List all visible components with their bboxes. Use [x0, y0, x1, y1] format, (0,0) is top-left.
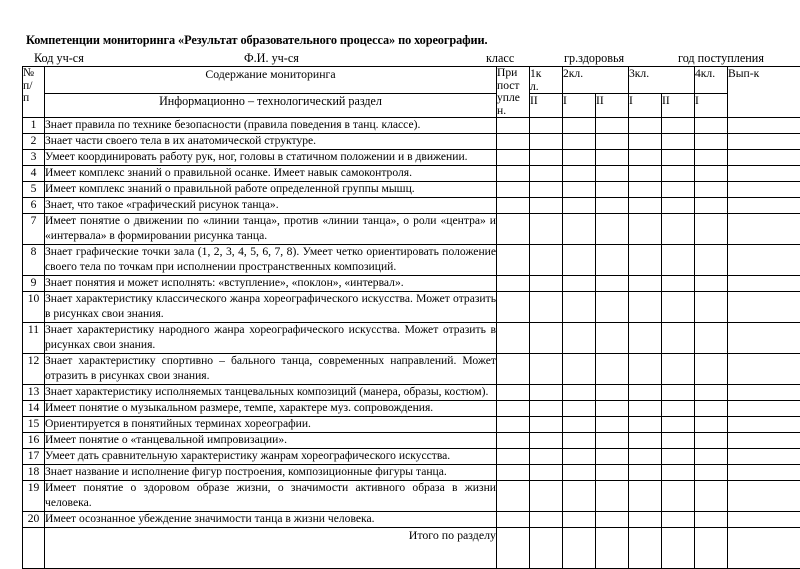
header-content-col: Содержание мониторинга: [45, 67, 497, 94]
cell-g3-I[interactable]: [629, 245, 662, 276]
header-num-line-1: №: [23, 67, 44, 80]
cell-admission[interactable]: [497, 323, 530, 354]
cell-g1-II[interactable]: [530, 214, 563, 245]
row-content: Знает характеристику народного жанра хореографического искусства. Может отразить в рисунках свои знания.: [45, 323, 497, 354]
total-cell-admission[interactable]: [497, 527, 530, 568]
cell-g3-II[interactable]: [662, 150, 695, 166]
cell-g4-I[interactable]: [695, 276, 728, 292]
table-row: [23, 198, 800, 214]
header-grade-1: [530, 67, 563, 94]
cell-g3-II[interactable]: [662, 292, 695, 323]
total-cell-g3-I[interactable]: [629, 527, 662, 568]
cell-g4-I[interactable]: [695, 134, 728, 150]
cell-g4-I[interactable]: [695, 385, 728, 401]
cell-g1-II[interactable]: [530, 150, 563, 166]
cell-g1-II[interactable]: [530, 449, 563, 465]
cell-graduate[interactable]: [728, 166, 800, 182]
cell-g4-I[interactable]: [695, 449, 728, 465]
cell-g2-II[interactable]: [596, 449, 629, 465]
cell-g2-II[interactable]: [596, 354, 629, 385]
table-row: [23, 245, 800, 276]
cell-g4-I[interactable]: [695, 166, 728, 182]
cell-admission[interactable]: [497, 354, 530, 385]
cell-g2-II[interactable]: [596, 118, 629, 134]
row-content: Умеет координировать работу рук, ног, головы в статичном положении и в движении.: [45, 150, 497, 166]
row-number: 11: [23, 323, 45, 354]
cell-admission[interactable]: [497, 198, 530, 214]
cell-admission[interactable]: [497, 214, 530, 245]
cell-g2-I[interactable]: [563, 481, 596, 511]
cell-g1-II[interactable]: [530, 481, 563, 511]
cell-g2-I[interactable]: [563, 401, 596, 417]
cell-g3-I[interactable]: [629, 134, 662, 150]
field-health-label: гр.здоровья: [564, 51, 624, 66]
cell-admission[interactable]: [497, 401, 530, 417]
row-number: 14: [23, 401, 45, 417]
cell-g3-I[interactable]: [629, 511, 662, 527]
header-level-2: I: [563, 94, 596, 118]
cell-g2-I[interactable]: [563, 511, 596, 527]
header-num-line-2: п/: [23, 80, 44, 93]
cell-graduate[interactable]: [728, 465, 800, 481]
cell-g4-I[interactable]: [695, 401, 728, 417]
cell-g4-I[interactable]: [695, 214, 728, 245]
header-graduate: Вып-к: [728, 67, 800, 118]
cell-g2-II[interactable]: [596, 385, 629, 401]
row-content: Знает правила по технике безопасности (правила поведения в танц. классе).: [45, 118, 497, 134]
cell-g1-II[interactable]: [530, 433, 563, 449]
cell-g2-II[interactable]: [596, 417, 629, 433]
table-row: [23, 385, 800, 401]
row-number: 17: [23, 449, 45, 465]
cell-g3-I[interactable]: [629, 166, 662, 182]
cell-g2-II[interactable]: [596, 245, 629, 276]
table-row: [23, 134, 800, 150]
row-number: 7: [23, 214, 45, 245]
cell-g2-I[interactable]: [563, 245, 596, 276]
cell-g2-I[interactable]: [563, 292, 596, 323]
cell-g4-I[interactable]: [695, 182, 728, 198]
cell-g2-I[interactable]: [563, 417, 596, 433]
cell-g3-II[interactable]: [662, 214, 695, 245]
header-admission-line-3: упле: [497, 92, 529, 105]
cell-g3-I[interactable]: [629, 276, 662, 292]
table-row: [23, 150, 800, 166]
cell-admission[interactable]: [497, 385, 530, 401]
table-row: [23, 433, 800, 449]
row-content: Знает понятия и может исполнять: «вступление», «поклон», «интервал».: [45, 276, 497, 292]
cell-g4-I[interactable]: [695, 198, 728, 214]
cell-admission[interactable]: [497, 433, 530, 449]
row-content: Имеет осознанное убеждение значимости танца в жизни человека.: [45, 511, 497, 527]
header-grade-4: 4кл.: [695, 67, 728, 94]
cell-admission[interactable]: [497, 245, 530, 276]
cell-graduate[interactable]: [728, 198, 800, 214]
cell-g3-II[interactable]: [662, 182, 695, 198]
cell-g1-II[interactable]: [530, 198, 563, 214]
row-number: 6: [23, 198, 45, 214]
monitoring-table: [22, 66, 800, 569]
cell-graduate[interactable]: [728, 433, 800, 449]
cell-g1-II[interactable]: [530, 134, 563, 150]
cell-g1-II[interactable]: [530, 465, 563, 481]
cell-g3-II[interactable]: [662, 401, 695, 417]
cell-g1-II[interactable]: [530, 118, 563, 134]
header-level-6: I: [695, 94, 728, 118]
cell-g1-II[interactable]: [530, 401, 563, 417]
row-number: 1: [23, 118, 45, 134]
cell-g3-I[interactable]: [629, 182, 662, 198]
cell-g4-I[interactable]: [695, 245, 728, 276]
header-grade-3: 3кл.: [629, 67, 695, 94]
table-row: [23, 511, 800, 527]
cell-g3-I[interactable]: [629, 323, 662, 354]
cell-g2-I[interactable]: [563, 150, 596, 166]
header-num-col: [23, 67, 45, 118]
row-number: 12: [23, 354, 45, 385]
cell-g3-II[interactable]: [662, 465, 695, 481]
row-content: Знает характеристику спортивно – бального танца, современных направлений. Может отразить в рисунках свои знания.: [45, 354, 497, 385]
total-label: Итого по разделу: [45, 527, 497, 568]
cell-admission[interactable]: [497, 481, 530, 511]
cell-graduate[interactable]: [728, 511, 800, 527]
header-admission-col: [497, 67, 530, 118]
cell-graduate[interactable]: [728, 354, 800, 385]
cell-g2-II[interactable]: [596, 481, 629, 511]
cell-g1-II[interactable]: [530, 354, 563, 385]
row-content: Имеет понятие о движении по «линии танца», против «линии танца», о роли «центра» и «интервала» в формировании рисунка танца.: [45, 214, 497, 245]
cell-g1-II[interactable]: [530, 182, 563, 198]
total-cell-g2-I[interactable]: [563, 527, 596, 568]
cell-g2-I[interactable]: [563, 214, 596, 245]
cell-g3-II[interactable]: [662, 511, 695, 527]
page-title: Компетенции мониторинга «Результат образовательного процесса» по хореографии.: [26, 33, 488, 48]
cell-graduate[interactable]: [728, 401, 800, 417]
total-cell-graduate[interactable]: [728, 527, 800, 568]
table-row: [23, 401, 800, 417]
cell-g2-I[interactable]: [563, 385, 596, 401]
cell-g1-II[interactable]: [530, 417, 563, 433]
cell-admission[interactable]: [497, 449, 530, 465]
cell-g2-II[interactable]: [596, 214, 629, 245]
cell-g3-II[interactable]: [662, 245, 695, 276]
field-name-label: Ф.И. уч-ся: [244, 51, 299, 66]
cell-graduate[interactable]: [728, 292, 800, 323]
row-number: 8: [23, 245, 45, 276]
cell-graduate[interactable]: [728, 417, 800, 433]
cell-g1-II[interactable]: [530, 245, 563, 276]
cell-g4-I[interactable]: [695, 323, 728, 354]
row-number: 19: [23, 481, 45, 511]
cell-g2-II[interactable]: [596, 292, 629, 323]
cell-g3-I[interactable]: [629, 465, 662, 481]
cell-g3-II[interactable]: [662, 449, 695, 465]
cell-g2-I[interactable]: [563, 449, 596, 465]
cell-g3-I[interactable]: [629, 433, 662, 449]
row-content: Знает характеристику исполняемых танцевальных композиций (манера, образы, костюм).: [45, 385, 497, 401]
table-row: [23, 214, 800, 245]
row-content: Имеет понятие о здоровом образе жизни, о значимости активного образа в жизни человека.: [45, 481, 497, 511]
cell-g4-I[interactable]: [695, 150, 728, 166]
row-number: 20: [23, 511, 45, 527]
cell-g4-I[interactable]: [695, 417, 728, 433]
table-row: [23, 323, 800, 354]
total-cell-g1-II[interactable]: [530, 527, 563, 568]
cell-g3-I[interactable]: [629, 385, 662, 401]
header-admission-line-4: н.: [497, 105, 529, 118]
total-cell-g2-II[interactable]: [596, 527, 629, 568]
row-number: 4: [23, 166, 45, 182]
cell-g2-I[interactable]: [563, 465, 596, 481]
field-admission-label: год поступления: [678, 51, 764, 66]
cell-g1-II[interactable]: [530, 166, 563, 182]
cell-admission[interactable]: [497, 465, 530, 481]
cell-graduate[interactable]: [728, 481, 800, 511]
cell-g3-I[interactable]: [629, 292, 662, 323]
cell-g1-II[interactable]: [530, 276, 563, 292]
table-row: [23, 166, 800, 182]
row-content: Знает характеристику классического жанра хореографического искусства. Может отразить в рисунках свои знания.: [45, 292, 497, 323]
cell-admission[interactable]: [497, 276, 530, 292]
cell-admission[interactable]: [497, 417, 530, 433]
header-admission-line-1: При: [497, 67, 529, 80]
cell-g3-II[interactable]: [662, 118, 695, 134]
table-row: [23, 465, 800, 481]
row-number: 16: [23, 433, 45, 449]
header-level-3: II: [596, 94, 629, 118]
row-number: 5: [23, 182, 45, 198]
cell-g3-I[interactable]: [629, 118, 662, 134]
cell-graduate[interactable]: [728, 150, 800, 166]
cell-admission[interactable]: [497, 182, 530, 198]
row-content: Ориентируется в понятийных терминах хореографии.: [45, 417, 497, 433]
cell-g3-II[interactable]: [662, 198, 695, 214]
cell-g3-II[interactable]: [662, 166, 695, 182]
cell-g2-I[interactable]: [563, 118, 596, 134]
cell-graduate[interactable]: [728, 449, 800, 465]
table-header-row-1: [23, 67, 800, 94]
cell-admission[interactable]: [497, 292, 530, 323]
row-content: Имеет понятие о музыкальном размере, темпе, характере муз. сопровождения.: [45, 401, 497, 417]
header-admission-line-2: пост: [497, 80, 529, 93]
row-number: 15: [23, 417, 45, 433]
row-number: 9: [23, 276, 45, 292]
cell-g3-II[interactable]: [662, 323, 695, 354]
section-title: Информационно – технологический раздел: [45, 94, 497, 118]
header-level-1: II: [530, 94, 563, 118]
cell-g3-I[interactable]: [629, 198, 662, 214]
cell-g2-I[interactable]: [563, 276, 596, 292]
cell-g3-I[interactable]: [629, 354, 662, 385]
cell-g2-I[interactable]: [563, 354, 596, 385]
cell-g2-II[interactable]: [596, 511, 629, 527]
table-row: [23, 417, 800, 433]
cell-admission[interactable]: [497, 134, 530, 150]
header-num-line-3: п: [23, 92, 44, 105]
cell-g1-II[interactable]: [530, 323, 563, 354]
cell-g3-I[interactable]: [629, 150, 662, 166]
cell-g3-II[interactable]: [662, 481, 695, 511]
cell-g3-I[interactable]: [629, 481, 662, 511]
cell-g2-II[interactable]: [596, 198, 629, 214]
cell-graduate[interactable]: [728, 182, 800, 198]
table-row: [23, 118, 800, 134]
table-row: [23, 292, 800, 323]
cell-g3-I[interactable]: [629, 401, 662, 417]
cell-graduate[interactable]: [728, 276, 800, 292]
field-class-label: класс: [486, 51, 514, 66]
cell-g3-I[interactable]: [629, 417, 662, 433]
cell-g1-II[interactable]: [530, 292, 563, 323]
cell-graduate[interactable]: [728, 214, 800, 245]
table-header-row-2: [23, 94, 800, 118]
header-level-4: I: [629, 94, 662, 118]
header-level-5: II: [662, 94, 695, 118]
cell-admission[interactable]: [497, 118, 530, 134]
cell-graduate[interactable]: [728, 134, 800, 150]
cell-g3-II[interactable]: [662, 276, 695, 292]
cell-g3-II[interactable]: [662, 134, 695, 150]
table-total-row: [23, 527, 800, 568]
cell-g4-I[interactable]: [695, 481, 728, 511]
cell-g4-I[interactable]: [695, 511, 728, 527]
cell-g2-II[interactable]: [596, 150, 629, 166]
cell-g2-II[interactable]: [596, 323, 629, 354]
cell-g2-I[interactable]: [563, 198, 596, 214]
cell-g2-II[interactable]: [596, 433, 629, 449]
total-cell-g4-I[interactable]: [695, 527, 728, 568]
cell-g2-I[interactable]: [563, 166, 596, 182]
row-number: 18: [23, 465, 45, 481]
row-number: 13: [23, 385, 45, 401]
row-content: Знает название и исполнение фигур построения, композиционные фигуры танца.: [45, 465, 497, 481]
cell-admission[interactable]: [497, 511, 530, 527]
cell-graduate[interactable]: [728, 385, 800, 401]
row-content: Имеет комплекс знаний о правильной работе определенной группы мышц.: [45, 182, 497, 198]
table-row: [23, 354, 800, 385]
row-number: 10: [23, 292, 45, 323]
cell-graduate[interactable]: [728, 118, 800, 134]
table-row: [23, 449, 800, 465]
row-content: Умеет дать сравнительную характеристику жанрам хореографического искусства.: [45, 449, 497, 465]
header-grade-2: 2кл.: [563, 67, 629, 94]
header-grade-1-line-2: л.: [530, 80, 562, 93]
cell-graduate[interactable]: [728, 245, 800, 276]
cell-admission[interactable]: [497, 166, 530, 182]
cell-g2-II[interactable]: [596, 465, 629, 481]
cell-g3-II[interactable]: [662, 417, 695, 433]
cell-g2-II[interactable]: [596, 166, 629, 182]
row-content: Знает части своего тела в их анатомической структуре.: [45, 134, 497, 150]
cell-g2-I[interactable]: [563, 323, 596, 354]
field-code-label: Код уч-ся: [34, 51, 84, 66]
cell-g2-I[interactable]: [563, 134, 596, 150]
total-row-number: [23, 527, 45, 568]
row-number: 2: [23, 134, 45, 150]
cell-g3-I[interactable]: [629, 214, 662, 245]
cell-g2-I[interactable]: [563, 433, 596, 449]
table-row: [23, 182, 800, 198]
cell-g4-I[interactable]: [695, 118, 728, 134]
cell-admission[interactable]: [497, 150, 530, 166]
cell-g4-I[interactable]: [695, 433, 728, 449]
cell-g2-I[interactable]: [563, 182, 596, 198]
cell-g4-I[interactable]: [695, 354, 728, 385]
cell-g3-I[interactable]: [629, 449, 662, 465]
cell-g2-II[interactable]: [596, 276, 629, 292]
cell-g2-II[interactable]: [596, 134, 629, 150]
row-number: 3: [23, 150, 45, 166]
cell-g4-I[interactable]: [695, 292, 728, 323]
cell-g4-I[interactable]: [695, 465, 728, 481]
header-grade-1-line-1: 1к: [530, 67, 562, 80]
cell-g1-II[interactable]: [530, 511, 563, 527]
table-row: [23, 276, 800, 292]
table-row: [23, 481, 800, 511]
row-content: Имеет понятие о «танцевальной импровизации».: [45, 433, 497, 449]
cell-graduate[interactable]: [728, 323, 800, 354]
cell-g2-II[interactable]: [596, 182, 629, 198]
cell-g2-II[interactable]: [596, 401, 629, 417]
cell-g3-II[interactable]: [662, 433, 695, 449]
row-content: Имеет комплекс знаний о правильной осанке. Имеет навык самоконтроля.: [45, 166, 497, 182]
cell-g3-II[interactable]: [662, 385, 695, 401]
total-cell-g3-II[interactable]: [662, 527, 695, 568]
cell-g3-II[interactable]: [662, 354, 695, 385]
row-content: Знает, что такое «графический рисунок танца».: [45, 198, 497, 214]
row-content: Знает графические точки зала (1, 2, 3, 4, 5, 6, 7, 8). Умеет четко ориентировать положение своего тела по точкам при исполнении пространственных композиций.: [45, 245, 497, 276]
cell-g1-II[interactable]: [530, 385, 563, 401]
